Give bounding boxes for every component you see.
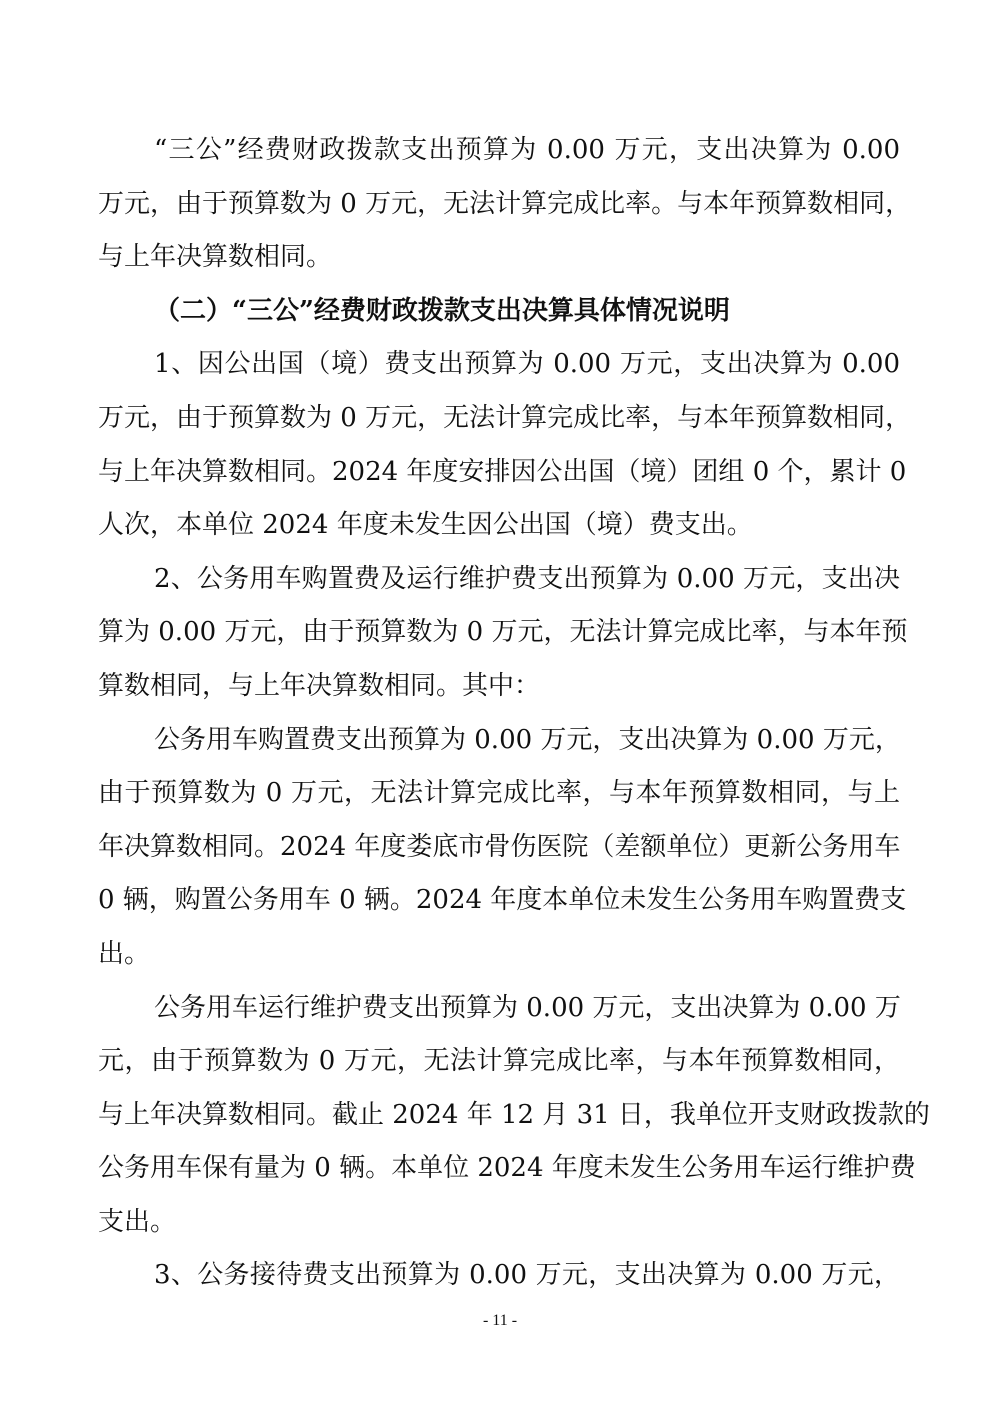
text-line: 与上年决算数相同。截止 2024 年 12 月 31 日，我单位开支财政拨款的 xyxy=(98,1099,930,1130)
text-line: 年决算数相同。2024 年度娄底市骨伤医院（差额单位）更新公务用车 xyxy=(98,831,901,862)
text-line: 出。 xyxy=(98,938,151,969)
text-line: 2、公务用车购置费及运行维护费支出预算为 0.00 万元，支出决 xyxy=(154,563,900,594)
text-line: 万元，由于预算数为 0 万元，无法计算完成比率，与本年预算数相同， xyxy=(98,402,912,433)
text-line: 支出。 xyxy=(98,1206,177,1237)
section-heading xyxy=(98,285,900,339)
text-line: （二）“三公”经费财政拨款支出决算具体情况说明 xyxy=(154,295,730,326)
text-line: 人次，本单位 2024 年度未发生因公出国（境）费支出。 xyxy=(98,510,753,541)
paragraph xyxy=(98,338,912,552)
paragraph xyxy=(98,1249,900,1303)
text-line: 由于预算数为 0 万元，无法计算完成比率，与本年预算数相同，与上 xyxy=(98,778,900,809)
paragraph xyxy=(98,982,930,1250)
text-line: 3、公务接待费支出预算为 0.00 万元，支出决算为 0.00 万元， xyxy=(154,1260,900,1291)
page-number: - 11 - xyxy=(482,1312,518,1329)
text-line: 算为 0.00 万元，由于预算数为 0 万元，无法计算完成比率，与本年预 xyxy=(98,617,908,648)
paragraph xyxy=(98,714,907,982)
paragraph xyxy=(98,553,908,714)
document-body xyxy=(98,124,930,1303)
text-line: 公务用车运行维护费支出预算为 0.00 万元，支出决算为 0.00 万 xyxy=(154,992,901,1023)
text-line: 与上年决算数相同。 xyxy=(98,242,333,273)
text-line: 与上年决算数相同。2024 年度安排因公出国（境）团组 0 个，累计 0 xyxy=(98,456,907,487)
paragraph xyxy=(98,124,912,285)
text-line: 万元，由于预算数为 0 万元，无法计算完成比率。与本年预算数相同， xyxy=(98,188,912,219)
text-line: 公务用车保有量为 0 辆。本单位 2024 年度未发生公务用车运行维护费 xyxy=(98,1153,916,1184)
text-line: 公务用车购置费支出预算为 0.00 万元，支出决算为 0.00 万元， xyxy=(154,724,901,755)
text-line: 元，由于预算数为 0 万元，无法计算完成比率，与本年预算数相同， xyxy=(98,1046,900,1077)
text-line: 算数相同，与上年决算数相同。其中： xyxy=(98,670,541,701)
text-line: “三公”经费财政拨款支出预算为 0.00 万元，支出决算为 0.00 xyxy=(154,135,900,165)
text-line: 0 辆，购置公务用车 0 辆。2024 年度本单位未发生公务用车购置费支 xyxy=(98,885,907,916)
text-line: 1、因公出国（境）费支出预算为 0.00 万元，支出决算为 0.00 xyxy=(154,349,900,380)
